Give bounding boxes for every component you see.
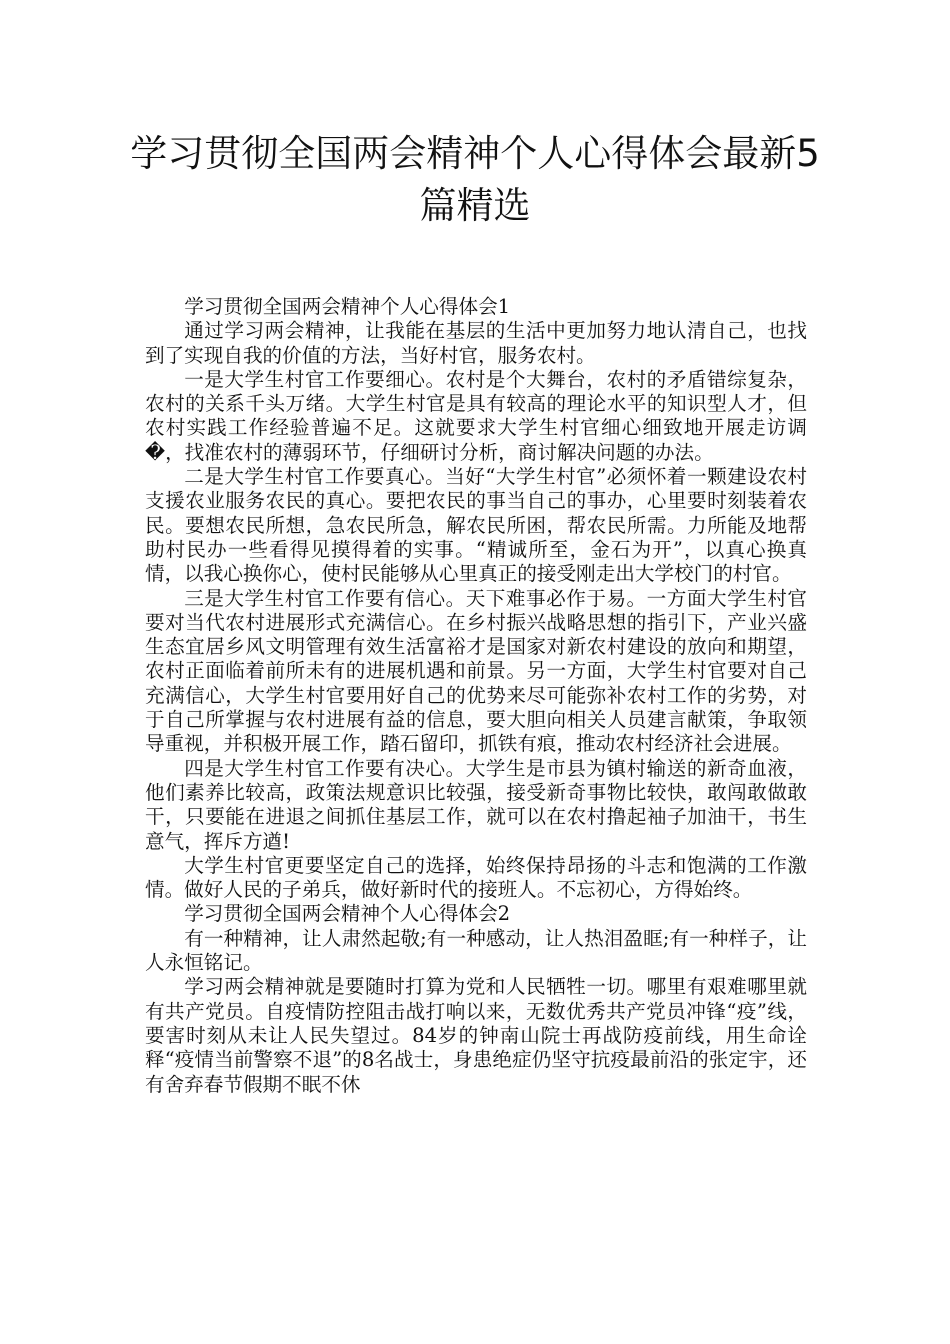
body-paragraph: 四是大学生村官工作要有决心。大学生是市县为镇村输送的新奇血液，他们素养比较高，政策法规意识比较强，接受新奇事物比较快，敢闯敢做敢干，只要能在进退之间抓住基层工作，就可以在农村撸起袖子加油干，书生意气，挥斥方遒! (145, 756, 807, 853)
body-paragraph: 三是大学生村官工作要有信心。天下难事必作于易。一方面大学生村官要对当代农村进展形式充满信心。在乡村振兴战略思想的指引下，产业兴盛生态宜居乡风文明管理有效生活富裕才是国家对新农村建设的放向和期望，农村正面临着前所未有的进展机遇和前景。另一方面，大学生村官要对自己充满信心，大学生村官要用好自己的优势来尽可能弥补农村工作的劣势，对于自己所掌握与农村进展有益的信息，要大胆向相关人员建言献策，争取领导重视，并积极开展工作，踏石留印，抓铁有痕，推动农村经济社会进展。 (145, 586, 807, 756)
body-paragraph: 学习两会精神就是要随时打算为党和人民牺牲一切。哪里有艰难哪里就有共产党员。自疫情防控阻击战打响以来，无数优秀共产党员冲锋“疫”线，要害时刻从未让人民失望过。84岁的钟南山院士再战防疫前线，用生命诠释“疫情当前警察不退”的8名战士，身患绝症仍坚守抗疫最前沿的张定宇，还有舍弃春节假期不眠不休 (145, 975, 807, 1096)
body-paragraph: 通过学习两会精神，让我能在基层的生活中更加努力地认清自己，也找到了实现自我的价值的方法，当好村官，服务农村。 (145, 319, 807, 367)
document-body (145, 295, 807, 1097)
document-title: 学习贯彻全国两会精神个人心得体会最新5篇精选 (130, 132, 820, 227)
body-paragraph: 一是大学生村官工作要细心。农村是个大舞台，农村的矛盾错综复杂，农村的关系千头万绪。大学生村官是具有较高的理论水平的知识型人才，但农村实践工作经验普遍不足。这就要求大学生村官细心细致地开展走访调�，找准农村的薄弱环节，仔细研讨分析，商讨解决问题的办法。 (145, 367, 807, 464)
body-paragraph: 大学生村官更要坚定自己的选择，始终保持昂扬的斗志和饱满的工作激情。做好人民的子弟兵，做好新时代的接班人。不忘初心，方得始终。 (145, 853, 807, 902)
section-heading-1: 学习贯彻全国两会精神个人心得体会1 (184, 295, 511, 318)
body-paragraph: 有一种精神，让人肃然起敬;有一种感动，让人热泪盈眶;有一种样子，让人永恒铭记。 (145, 926, 807, 975)
section-heading-2: 学习贯彻全国两会精神个人心得体会2 (184, 902, 511, 926)
body-paragraph: 二是大学生村官工作要真心。当好“大学生村官”必须怀着一颗建设农村支援农业服务农民的真心。要把农民的事当自己的事办，心里要时刻装着农民。要想农民所想，急农民所急，解农民所困，帮农民所需。力所能及地帮助村民办一些看得见摸得着的实事。“精诚所至，金石为开”，以真心换真情，以我心换你心，使村民能够从心里真正的接受刚走出大学校门的村官。 (145, 465, 807, 586)
